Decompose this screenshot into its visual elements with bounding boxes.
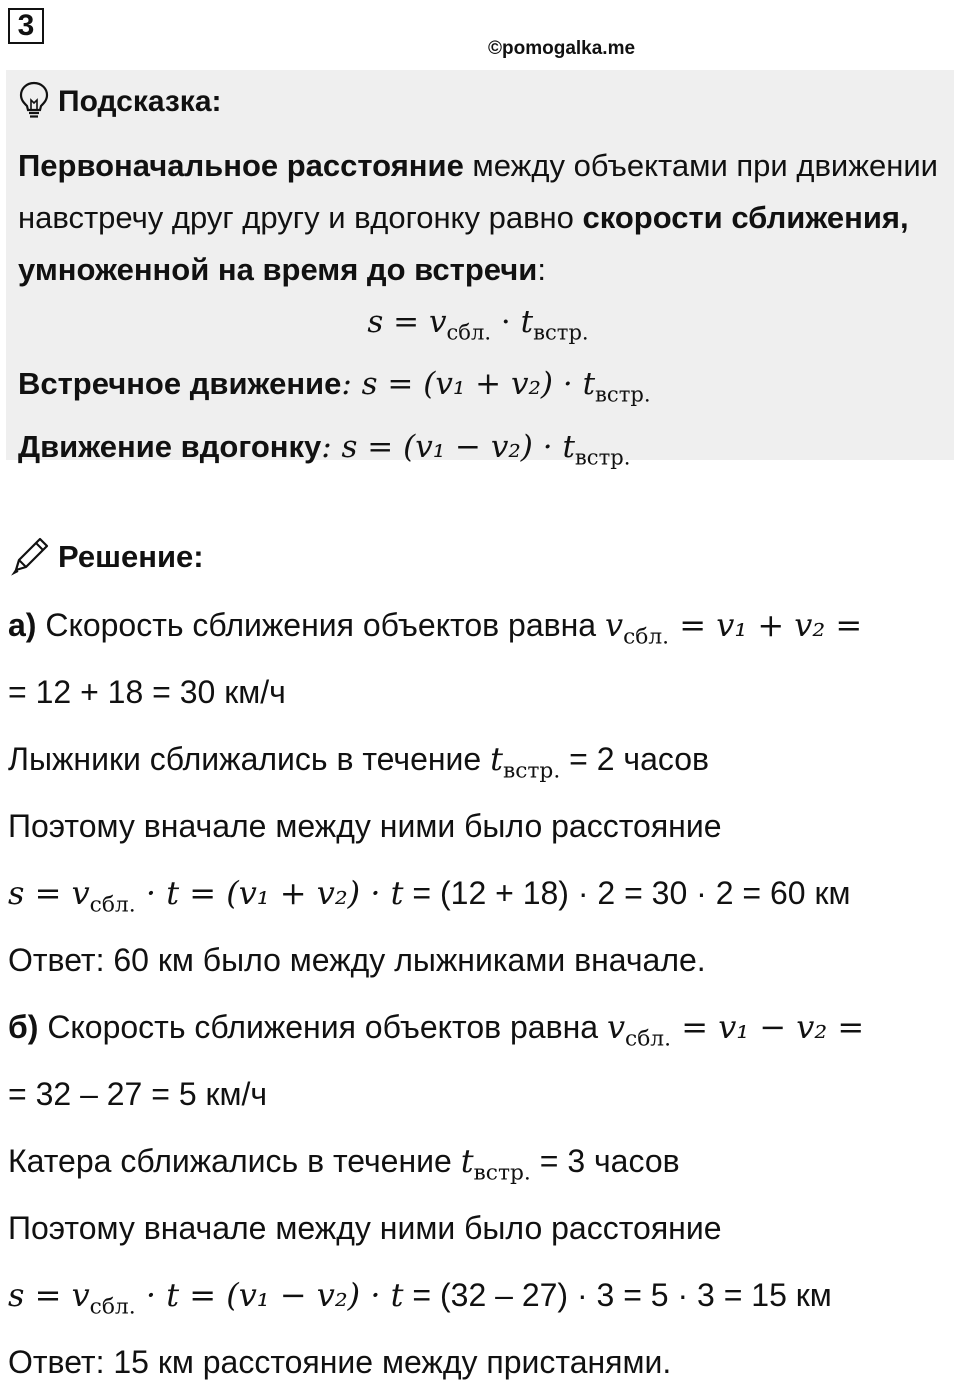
b-answer: Ответ: 15 км расстояние между пристанями.: [8, 1344, 672, 1380]
formula-s: s: [367, 304, 384, 340]
formula-t: t: [520, 304, 534, 340]
b-line-5-s: s = v: [8, 1276, 90, 1314]
a-line-3-t: t: [490, 740, 503, 778]
b-line-5: [8, 1262, 953, 1329]
watermark: ©pomogalka.me: [488, 38, 636, 59]
counter-t-sub: встр.: [595, 381, 651, 407]
a-line-1-text: Скорость сближения объектов равна: [36, 607, 605, 643]
solution-body: [8, 592, 953, 1396]
chase-formula: : s = (v₁ − v₂) · t: [321, 428, 575, 465]
formula-eq: =: [383, 304, 429, 340]
b-line-5-v-sub: сбл.: [89, 1294, 136, 1320]
b-label: б): [8, 1009, 39, 1045]
hint-bold-1: Первоначальное расстояние: [18, 148, 464, 183]
formula-t-sub: встр.: [533, 319, 589, 345]
chase-t-sub: встр.: [574, 444, 631, 470]
a-line-3-t-sub: встр.: [502, 758, 561, 784]
b-line-3-t: t: [460, 1142, 474, 1180]
b-line-5-formula: · t = (v₁ − v₂) · t: [135, 1276, 404, 1314]
hint-text: [18, 140, 948, 483]
hint-chase-movement: [18, 421, 948, 483]
a-line-1-v: v: [604, 606, 624, 644]
b-line-4: Поэтому вначале между ними было расстояние: [8, 1210, 722, 1246]
a-line-5-v-sub: сбл.: [89, 892, 136, 918]
a-line-5-s: s = v: [8, 874, 90, 912]
b-line-2: = 32 – 27 = 5 км/ч: [8, 1076, 268, 1112]
formula-dot: ·: [491, 304, 521, 340]
b-line-1-v: v: [606, 1008, 626, 1046]
hint-title: Подсказка:: [58, 85, 222, 118]
hint-text-end: :: [537, 252, 546, 287]
hint-text-mid: между объектами при движении навстречу друг другу и вдогонку равно: [18, 148, 938, 235]
a-line-5-numbers: = (12 + 18) · 2 = 30 · 2 = 60 км: [403, 875, 851, 911]
a-line-3-text: Лыжники сближались в течение: [8, 741, 491, 777]
solution-header: [10, 535, 204, 579]
b-line-1-v-sub: сбл.: [625, 1026, 672, 1052]
b-line-3-text: Катера сближались в течение: [8, 1143, 461, 1179]
a-line-2: = 12 + 18 = 30 км/ч: [8, 674, 286, 710]
lightbulb-icon: [18, 80, 58, 125]
a-line-3-rest: = 2 часов: [560, 741, 710, 777]
formula-v-sub: сбл.: [446, 319, 492, 345]
b-line-1: [8, 994, 953, 1061]
hint-main-formula: [18, 296, 948, 358]
task-number: 3: [8, 8, 44, 44]
counter-label: Встречное движение: [18, 366, 342, 402]
b-line-3: [8, 1128, 953, 1195]
b-line-3-t-sub: встр.: [473, 1160, 531, 1186]
a-line-1: [8, 592, 953, 659]
a-line-5-formula: · t = (v₁ + v₂) · t: [135, 874, 404, 912]
hint-header: [18, 82, 222, 122]
hint-rule: [18, 140, 948, 296]
a-line-4: Поэтому вначале между ними было расстояние: [8, 808, 722, 844]
a-line-3: [8, 726, 953, 793]
b-line-1-formula: = v₁ − v₂ =: [671, 1008, 865, 1046]
hint-counter-movement: [18, 358, 948, 420]
a-line-1-formula: = v₁ + v₂ =: [669, 606, 863, 644]
formula-v: v: [428, 304, 447, 340]
chase-label: Движение вдогонку: [18, 428, 322, 464]
b-line-5-numbers: = (32 – 27) · 3 = 5 · 3 = 15 км: [403, 1277, 832, 1313]
counter-formula: : s = (v₁ + v₂) · t: [341, 366, 596, 403]
pencil-icon: [10, 534, 58, 581]
solution-title: Решение:: [58, 539, 204, 574]
hint-bold-2: скорости сближения, умноженной на время до встречи: [18, 200, 909, 287]
a-answer: Ответ: 60 км было между лыжниками вначале.: [8, 942, 706, 978]
a-label: а): [8, 607, 37, 643]
a-line-5: [8, 860, 953, 927]
a-line-1-v-sub: сбл.: [623, 624, 670, 650]
b-line-1-text: Скорость сближения объектов равна: [38, 1009, 607, 1045]
b-line-3-rest: = 3 часов: [530, 1143, 680, 1179]
